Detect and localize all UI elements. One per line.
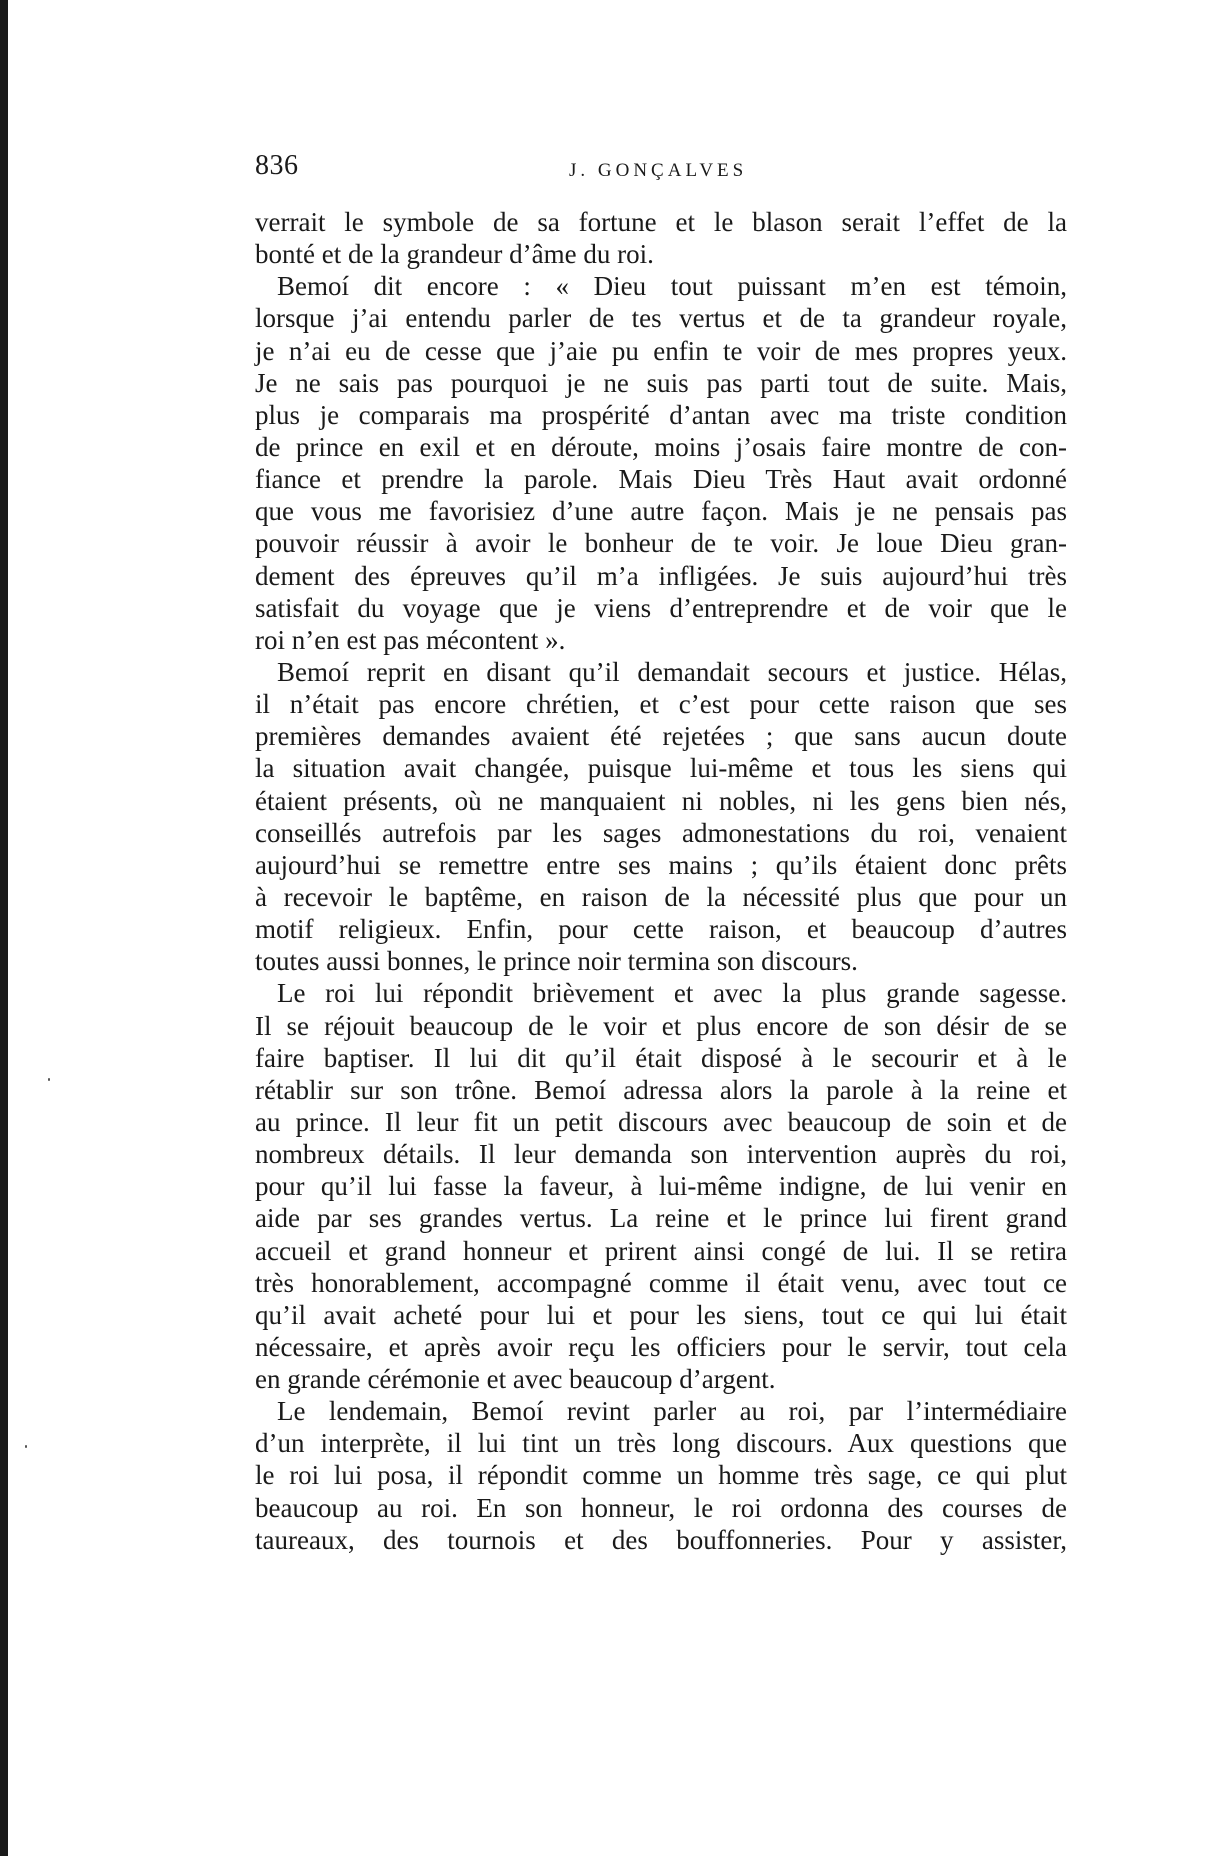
paragraph (255, 656, 1067, 977)
text-line: la situation avait changée, puisque lui-même et tous les siens qui (255, 753, 1067, 784)
scan-speck (48, 1078, 50, 1081)
text-line: premières demandes avaient été rejetées ; que sans aucun doute (255, 721, 1067, 752)
text-line: pour qu’il lui fasse la faveur, à lui-même indigne, de lui venir en (255, 1171, 1067, 1202)
paragraph (255, 1395, 1067, 1556)
text-line: Il se réjouit beaucoup de le voir et plus encore de son désir de se (255, 1010, 1067, 1041)
book-page (255, 148, 1067, 1556)
text-line: qu’il avait acheté pour lui et pour les siens, tout ce qui lui était (255, 1299, 1067, 1330)
text-line: Je ne sais pas pourquoi je ne suis pas parti tout de suite. Mais, (255, 367, 1067, 398)
text-line: satisfait du voyage que je viens d’entreprendre et de voir que le (255, 592, 1067, 623)
text-line: pouvoir réussir à avoir le bonheur de te voir. Je loue Dieu gran- (255, 528, 1067, 559)
text-line: conseillés autrefois par les sages admonestations du roi, venaient (255, 817, 1067, 848)
text-line: Bemoí reprit en disant qu’il demandait secours et justice. Hélas, (277, 656, 1067, 687)
text-line: à recevoir le baptême, en raison de la nécessité plus que pour un (255, 881, 1067, 912)
text-line: faire baptiser. Il lui dit qu’il était disposé à le secourir et à le (255, 1042, 1067, 1073)
text-line: nécessaire, et après avoir reçu les officiers pour le servir, tout cela (255, 1331, 1067, 1362)
text-line: rétablir sur son trône. Bemoí adressa alors la parole à la reine et (255, 1074, 1067, 1105)
scan-border (0, 0, 8, 1856)
text-line: dement des épreuves qu’il m’a infligées. Je suis aujourd’hui très (255, 560, 1067, 591)
body-text (255, 206, 1067, 1556)
running-head-author: J. GONÇALVES (569, 160, 748, 181)
paragraph (255, 270, 1067, 656)
text-line: bonté et de la grandeur d’âme du roi. (255, 239, 654, 270)
text-line: roi n’en est pas mécontent ». (255, 624, 566, 655)
text-line: que vous me favorisiez d’une autre façon. Mais je ne pensais pas (255, 496, 1067, 527)
text-line: aujourd’hui se remettre entre ses mains ; qu’ils étaient donc prêts (255, 849, 1067, 880)
text-line: je n’ai eu de cesse que j’aie pu enfin te voir de mes propres yeux. (255, 335, 1067, 366)
text-line: en grande cérémonie et avec beaucoup d’argent. (255, 1364, 776, 1395)
text-line: Le roi lui répondit brièvement et avec la plus grande sagesse. (277, 978, 1067, 1009)
text-line: taureaux, des tournois et des bouffonneries. Pour y assister, (255, 1524, 1067, 1555)
paragraph (255, 977, 1067, 1395)
running-head (255, 148, 1067, 206)
text-line: beaucoup au roi. En son honneur, le roi ordonna des courses de (255, 1492, 1067, 1523)
text-line: fiance et prendre la parole. Mais Dieu Très Haut avait ordonné (255, 464, 1067, 495)
text-line: motif religieux. Enfin, pour cette raison, et beaucoup d’autres (255, 914, 1067, 945)
paragraph (255, 206, 1067, 270)
page-number: 836 (255, 150, 299, 181)
text-line: aide par ses grandes vertus. La reine et le prince lui firent grand (255, 1203, 1067, 1234)
text-line: il n’était pas encore chrétien, et c’est pour cette raison que ses (255, 689, 1067, 720)
text-line: Le lendemain, Bemoí revint parler au roi, par l’intermédiaire (277, 1396, 1067, 1427)
text-line: Bemoí dit encore : « Dieu tout puissant m’en est témoin, (277, 271, 1067, 302)
text-line: lorsque j’ai entendu parler de tes vertus et de ta grandeur royale, (255, 303, 1067, 334)
scan-speck (25, 1445, 27, 1448)
text-line: accueil et grand honneur et prirent ainsi congé de lui. Il se retira (255, 1235, 1067, 1266)
text-line: étaient présents, où ne manquaient ni nobles, ni les gens bien nés, (255, 785, 1067, 816)
text-line: d’un interprète, il lui tint un très long discours. Aux questions que (255, 1428, 1067, 1459)
text-line: verrait le symbole de sa fortune et le blason serait l’effet de la (255, 207, 1067, 237)
text-line: nombreux détails. Il leur demanda son intervention auprès du roi, (255, 1139, 1067, 1170)
text-line: le roi lui posa, il répondit comme un homme très sage, ce qui plut (255, 1460, 1067, 1491)
text-line: au prince. Il leur fit un petit discours avec beaucoup de soin et de (255, 1106, 1067, 1137)
text-line: de prince en exil et en déroute, moins j’osais faire montre de con- (255, 431, 1067, 462)
text-line: toutes aussi bonnes, le prince noir termina son discours. (255, 946, 858, 977)
text-line: plus je comparais ma prospérité d’antan avec ma triste condition (255, 399, 1067, 430)
text-line: très honorablement, accompagné comme il était venu, avec tout ce (255, 1267, 1067, 1298)
